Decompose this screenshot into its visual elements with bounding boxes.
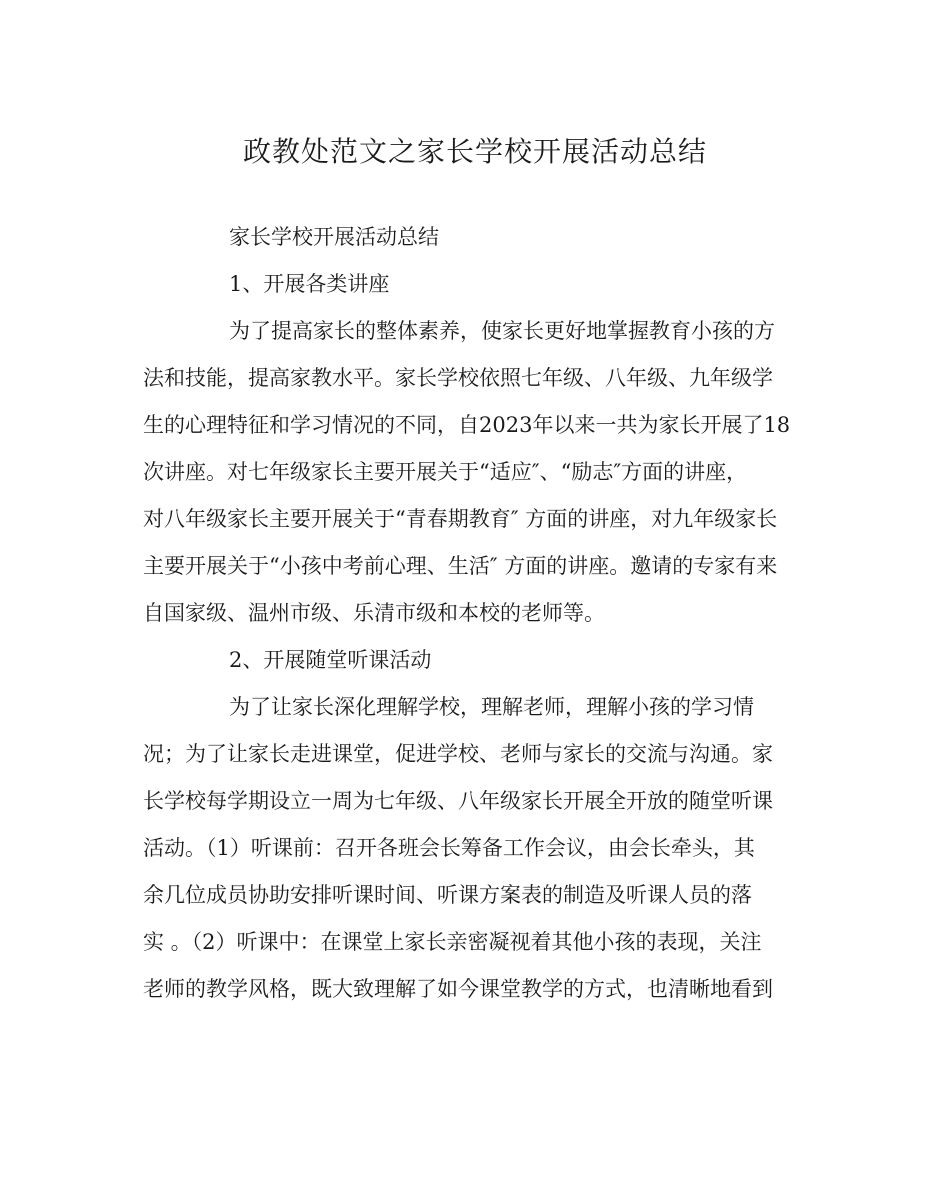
paragraph-line: 法和技能，提高家教水平。家长学校依照七年级、八年级、九年级学 xyxy=(143,366,773,390)
paragraph-line: 况；为了让家长走进课堂，促进学校、老师与家长的交流与沟通。家 xyxy=(143,742,773,766)
subsection-heading: 1、开展各类讲座 xyxy=(229,272,390,296)
paragraph-line: 主要开展关于“小孩中考前心理、生活″ 方面的讲座。邀请的专家有来 xyxy=(143,554,778,578)
paragraph-line: 余几位成员协助安排听课时间、听课方案表的制造及听课人员的落 xyxy=(143,883,752,907)
paragraph-line: 老师的教学风格，既大致理解了如今课堂教学的方式，也清晰地看到 xyxy=(143,977,773,1001)
paragraph-line: 自国家级、温州市级、乐清市级和本校的老师等。 xyxy=(143,601,605,625)
paragraph-line: 为了让家长深化理解学校，理解老师，理解小孩的学习情 xyxy=(229,695,754,719)
document-title: 政教处范文之家长学校开展活动总结 xyxy=(242,135,707,168)
paragraph-line: 实 。（2）听课中：在课堂上家长亲密凝视着其他小孩的表现，关注 xyxy=(143,930,762,954)
paragraph-line: 活动。（1）听课前：召开各班会长筹备工作会议，由会长牵头，其 xyxy=(143,836,755,860)
paragraph-line: 长学校每学期设立一周为七年级、八年级家长开展全开放的随堂听课 xyxy=(143,789,773,813)
paragraph-line: 为了提高家长的整体素养，使家长更好地掌握教育小孩的方 xyxy=(229,319,775,343)
paragraph-line: 对八年级家长主要开展关于“青春期教育″ 方面的讲座，对九年级家长 xyxy=(143,507,778,531)
section-heading: 家长学校开展活动总结 xyxy=(229,225,439,249)
subsection-heading: 2、开展随堂听课活动 xyxy=(229,648,432,672)
paragraph-line: 次讲座。对七年级家长主要开展关于“适应″、“励志″方面的讲座， xyxy=(143,460,748,484)
paragraph-line: 生的心理特征和学习情况的不同，自2023年以来一共为家长开展了18 xyxy=(143,413,791,437)
